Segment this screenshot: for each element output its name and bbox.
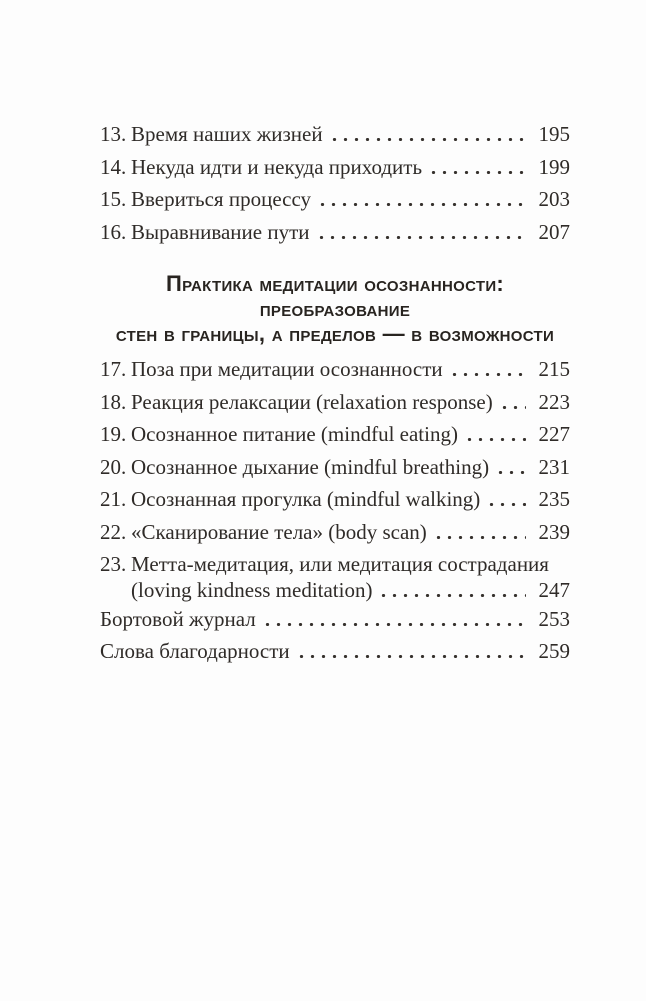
entry-number: 23. [100,552,127,576]
entry-title: Метта-медитация, или медитация сострадания [131,552,549,576]
entry-title: Осознанная прогулка (mindful walking) [131,487,481,511]
page-number: 203 [538,187,570,211]
entry-number: 19. [100,422,127,446]
section-heading-line1: Практика медитации осознанности: преобразование [165,271,505,321]
entry-title: Ввериться процессу [131,187,312,211]
page-number: 223 [538,389,570,414]
page-number: 199 [538,154,570,179]
page-number: 253 [538,606,570,631]
entry-title: Поза при медитации осознанности [131,357,443,381]
dot-leader [262,623,526,626]
toc-entry [100,451,570,484]
toc-entry [100,603,570,636]
dot-leader [296,655,526,658]
page-number: 227 [538,422,570,446]
page-number: 207 [538,219,570,244]
toc-entry [100,483,570,516]
section-heading-line2: стен в границы, а пределов — в возможности [115,321,555,346]
entry-title: Бортовой журнал [100,606,256,631]
page-number: 247 [538,577,570,602]
entry-title: Время наших жизней [131,122,323,146]
toc-entry [100,118,570,151]
toc-entry [100,216,570,249]
entry-title: Реакция релаксации (relaxation response) [131,389,493,414]
dot-leader [317,203,525,206]
entry-number: 13. [100,122,127,146]
toc-entry [100,151,570,184]
entry-title: (loving kindness meditation) [131,577,373,602]
section-heading [100,271,570,346]
table-of-contents [100,118,570,668]
toc-entry [100,353,570,386]
toc-entry [100,635,570,668]
toc-entry [100,183,570,216]
toc-entry [100,386,570,419]
dot-leader [428,171,525,174]
entry-title: Осознанное дыхание (mindful breathing) [131,454,490,479]
entry-title: Выравнивание пути [131,219,310,244]
entry-number: 14. [100,154,127,179]
toc-entry [100,516,570,549]
dot-leader [495,471,525,474]
dot-leader [316,236,526,239]
dot-leader [486,503,525,506]
dot-leader [329,138,526,141]
entry-title: Слова благодарности [100,639,290,663]
dot-leader [449,373,526,376]
entry-number: 17. [100,357,127,381]
entry-number: 18. [100,389,127,414]
dot-leader [464,438,526,441]
page-number: 195 [538,122,570,146]
entry-title: Осознанное питание (mindful eating) [131,422,458,446]
entry-number: 20. [100,454,127,479]
page-number: 231 [538,454,570,479]
entry-number: 22. [100,519,127,544]
dot-leader [378,594,525,597]
page-number: 259 [538,639,570,663]
entry-number: 16. [100,219,127,244]
entry-number: 15. [100,187,127,211]
dot-leader [433,536,526,539]
entry-title: Некуда идти и некуда приходить [131,154,423,179]
page-number: 215 [538,357,570,381]
page-number: 239 [538,519,570,544]
entry-title: «Сканирование тела» (body scan) [131,519,427,544]
page-number: 235 [538,487,570,511]
entry-number: 21. [100,487,127,511]
toc-entry [100,418,570,451]
dot-leader [499,406,526,409]
